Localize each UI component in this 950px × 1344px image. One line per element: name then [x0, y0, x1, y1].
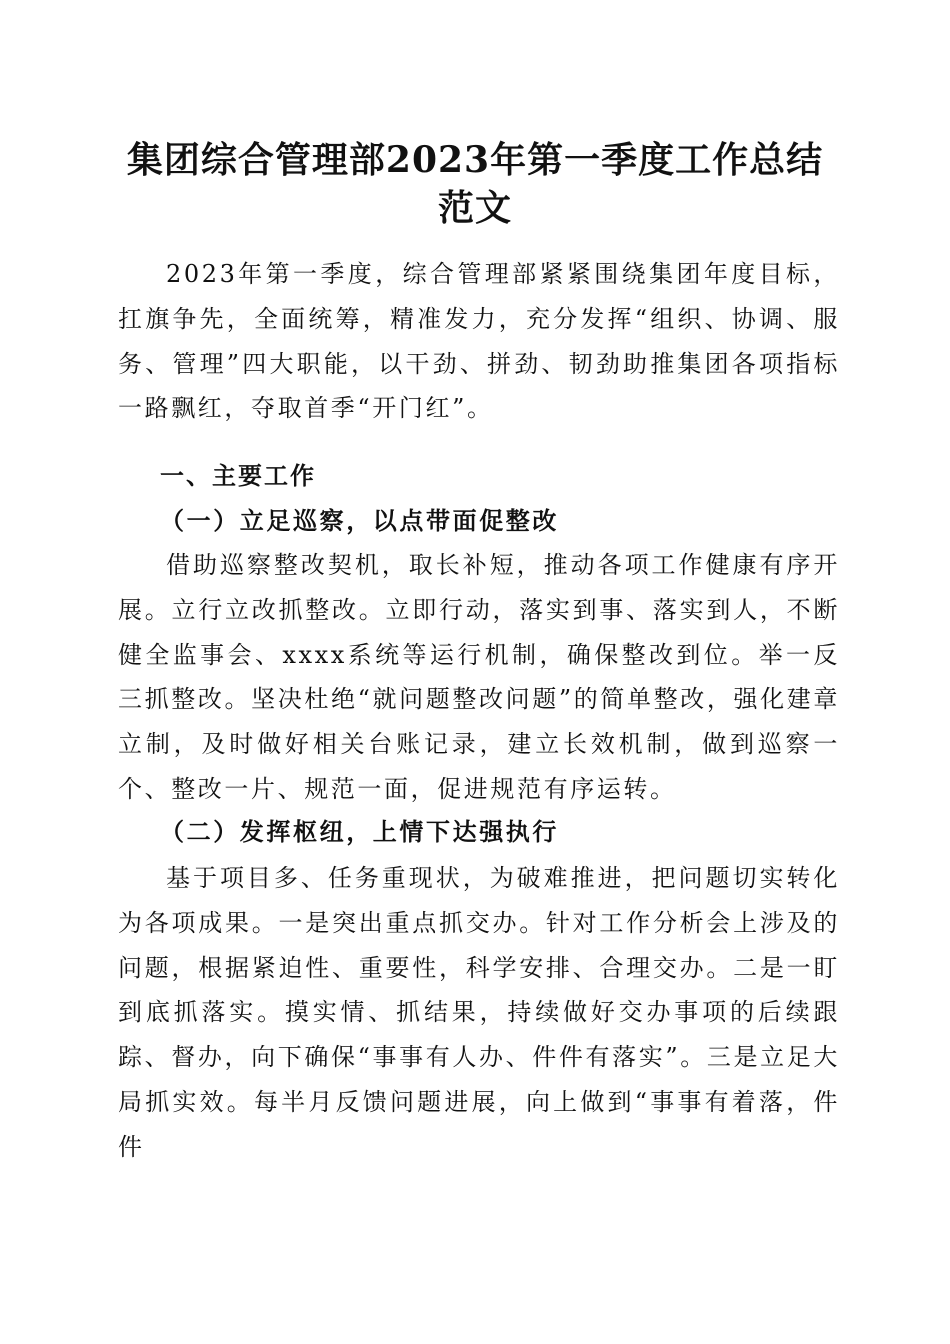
document-title: 集团综合管理部2023年第一季度工作总结范文 [126, 139, 824, 229]
subsection-heading-inspection: （一）立足巡察，以点带面促整改 [160, 506, 559, 535]
subsection-heading-hub: （二）发挥枢纽，上情下达强执行 [160, 817, 559, 846]
intro-paragraph: 2023年第一季度，综合管理部紧紧围绕集团年度目标，扛旗争先，全面统筹，精准发力，充分发挥“组织、协调、服务、管理”四大职能，以干劲、拼劲、韧劲助推集团各项指标一路飘红，夺取首季“开门红”。 [118, 260, 840, 423]
hub-paragraph: 基于项目多、任务重现状，为破难推进，把问题切实转化为各项成果。一是突出重点抓交办。针对工作分析会上涉及的问题，根据紧迫性、重要性，科学安排、合理交办。二是一盯到底抓落实。摸实情、抓结果，持续做好交办事项的后续跟踪、督办，向下确保“事事有人办、件件有落实”。三是立足大局抓实效。每半月反馈问题进展，向上做到“事事有着落，件件 [118, 864, 840, 1161]
inspection-paragraph: 借助巡察整改契机，取长补短，推动各项工作健康有序开展。立行立改抓整改。立即行动，落实到事、落实到人，不断健全监事会、xxxx系统等运行机制，确保整改到位。举一反三抓整改。坚决杜绝“就问题整改问题”的简单整改，强化建章立制，及时做好相关台账记录，建立长效机制，做到巡察一个、整改一片、规范一面，促进规范有序运转。 [118, 551, 840, 803]
section-heading-main-work: 一、主要工作 [160, 462, 316, 490]
